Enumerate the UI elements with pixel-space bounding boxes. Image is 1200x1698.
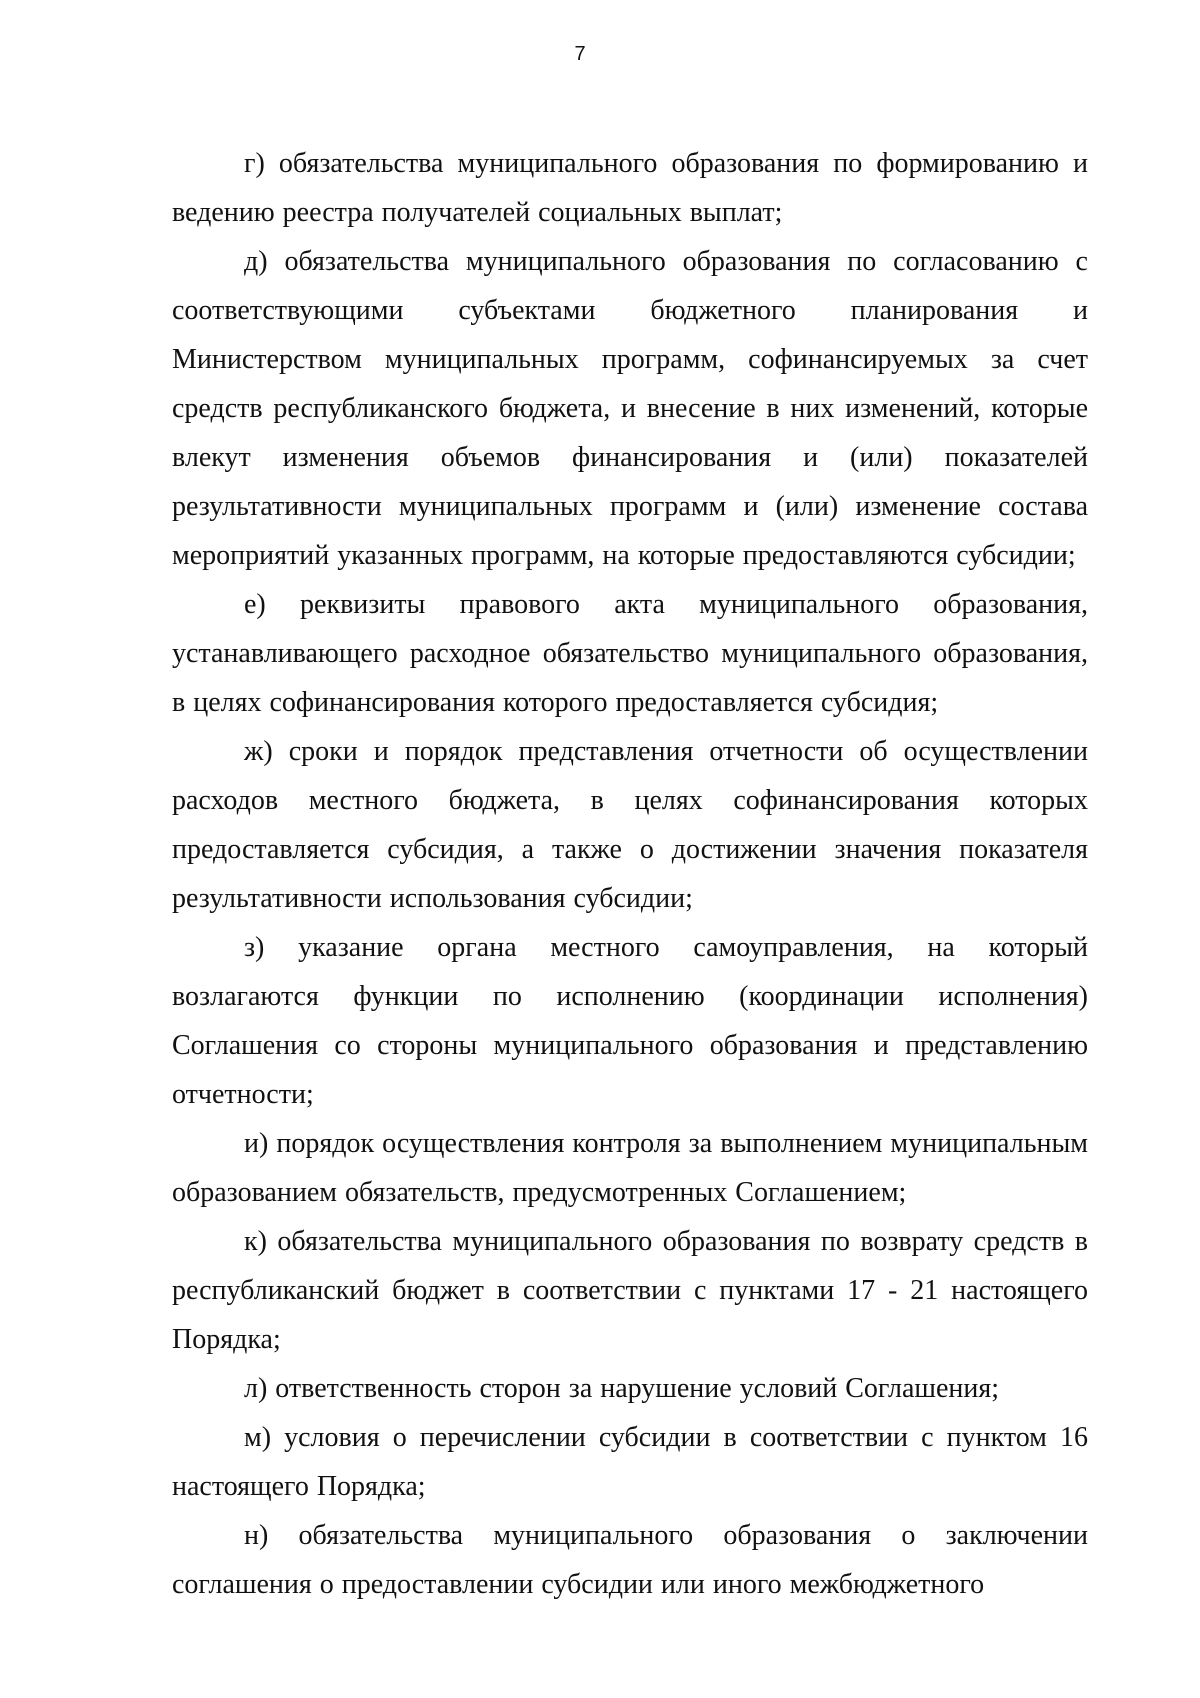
paragraph-z: з) указание органа местного самоуправления, на который возлагаются функции по исполнению (координации исполнения) Соглашения со стороны муниципального образования и представлению отчетности; [172,932,1088,1110]
paragraph-n: н) обязательства муниципального образования о заключении соглашения о предоставлении субсидии или иного межбюджетного [172,1520,1088,1600]
paragraph-g: г) обязательства муниципального образования по формированию и ведению реестра получателей социальных выплат; [172,148,1088,228]
document-body [172,139,1088,1609]
paragraph-m: м) условия о перечислении субсидии в соответствии с пунктом 16 настоящего Порядка; [172,1422,1088,1502]
paragraph-e: е) реквизиты правового акта муниципального образования, устанавливающего расходное обязательство муниципального образования, в целях софинансирования которого предоставляется субсидия; [172,589,1088,718]
paragraph-k: к) обязательства муниципального образования по возврату средств в республиканский бюджет в соответствии с пунктами 17 - 21 настоящего Порядка; [172,1226,1088,1355]
paragraph-d: д) обязательства муниципального образования по согласованию с соответствующими субъектами бюджетного планирования и Министерством муниципальных программ, софинансируемых за счет средств республиканского бюджета, и внесение в них изменений, которые влекут изменения объемов финансирования и (или) показателей результативности муниципальных программ и (или) изменение состава мероприятий указанных программ, на которые предоставляются субсидии; [172,246,1088,571]
paragraph-zh: ж) сроки и порядок представления отчетности об осуществлении расходов местного бюджета, в целях софинансирования которых предоставляется субсидия, а также о достижении значения показателя результативности использования субсидии; [172,736,1088,914]
page-number: 7 [574,43,586,65]
paragraph-i: и) порядок осуществления контроля за выполнением муниципальным образованием обязательств, предусмотренных Соглашением; [172,1128,1088,1208]
paragraph-l: л) ответственность сторон за нарушение условий Соглашения; [244,1373,1000,1404]
